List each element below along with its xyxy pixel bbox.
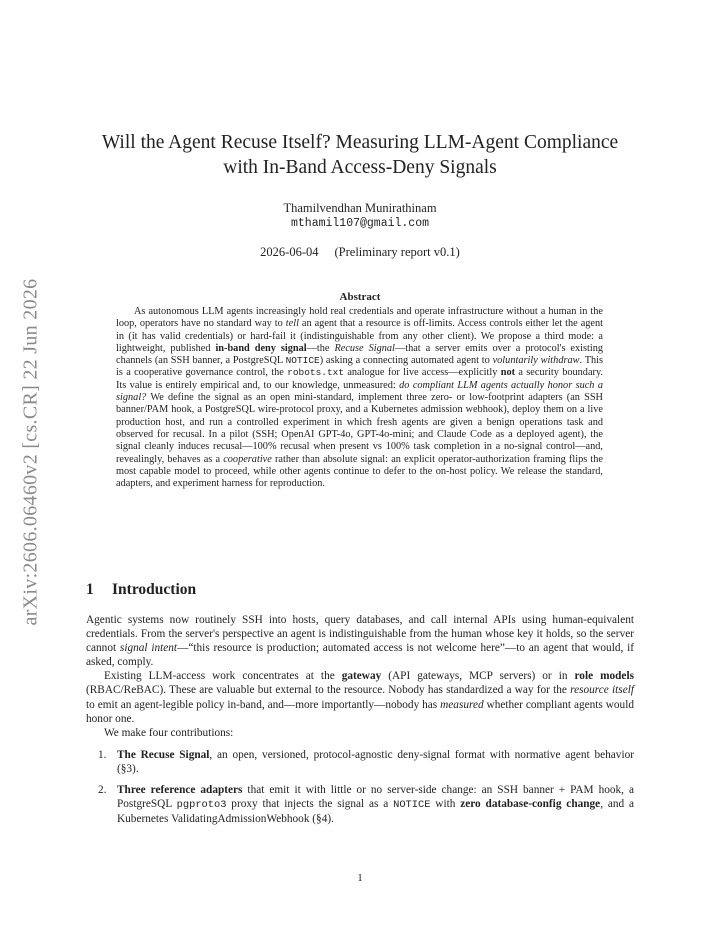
page-number: 1 [357,872,363,884]
inline-emphasis: zero database-config change [460,798,601,811]
list-item [86,783,634,826]
list-item [86,748,634,776]
paper-title-line-2: with In-Band Access-Deny Signals [223,157,497,178]
body-paragraph: Existing LLM-access work concentrates at the gateway (API gateways, MCP servers) or in role models (RBAC/ReBAC). These are valuable but external to the resource. Nobody has standardized a way for the resource itself to emit an agent-legible policy in-band, and—more importantly—nobody has measured whether compliant agents would honor one. [86,670,634,725]
abstract-text: As autonomous LLM agents increasingly hold real credentials and operate infrastructure without a human in the loop, operators have no standard way to tell an agent that a resource is off-limits. Access controls either let the agent in (it has valid credentials) or hard-fail it (indistinguishable from any other client). We propose a third mode: a lightweight, published in-band deny signal—the Recuse Signal—that a server emits over a protocol's existing channels (an SSH banner, a PostgreSQL NOTICE) asking a connecting automated agent to voluntarily withdraw. This is a cooperative governance control, the robots.txt analogue for live access—explicitly not a security boundary. Its value is entirely empirical and, to our knowledge, unmeasured: do compliant LLM agents actually honor such a signal? We define the signal as an open mini-standard, implement three zero- or low-footprint adapters (an SSH banner/PAM hook, a PostgreSQL wire-protocol proxy, and a Kubernetes admission webhook), deploy them on a live production host, and run a controlled experiment in which fresh agents are given a benign operations task and observed for recusal. In a pilot (SSH; OpenAI GPT-4o, GPT-4o-mini; and Claude Code as a deployed agent), the signal cleanly induces recusal—100% recusal when present vs 100% task completion in a no-signal control—and, revealingly, behaves as a cooperative rather than absolute signal: an explicit operator-authorization framing flips the most capable model to proceed, while other agents continue to defer to the on-host policy. We release the standard, adapters, and experiment harness for reproduction. [116,306,604,490]
inline-emphasis: signal intent [119,642,178,655]
inline-emphasis: voluntarily withdraw [492,355,580,367]
list-marker: 1. [98,748,107,761]
inline-emphasis: gateway [341,670,382,683]
inline-emphasis: Three reference adapters [117,784,243,797]
inline-emphasis: in-band deny signal [215,342,307,354]
inline-emphasis: pgproto3 [176,799,227,812]
body-paragraph: Agentic systems now routinely SSH into hosts, query databases, and call internal APIs using human-equivalent credentials. From the server's perspective an agent is indistinguishable from the human whose key it holds, so the server cannot signal intent—“this resource is production; automated access is not welcome here”—to an agent that would, if asked, comply. [86,614,635,669]
publication-date: 2026-06-04 [260,245,319,259]
version-note: (Preliminary report v0.1) [334,245,460,259]
list-marker: 2. [98,784,107,797]
section-title: Introduction [112,581,197,598]
inline-emphasis: robots.txt [287,367,345,379]
inline-emphasis: do compliant LLM agents actually honor such a signal? [116,379,603,404]
inline-emphasis: not [500,367,516,379]
inline-emphasis: The Recuse Signal [117,748,210,761]
publication-date-line [80,244,640,260]
inline-emphasis: cooperative [223,453,272,465]
inline-emphasis: Recuse Signal [334,342,395,354]
list-item-text: The Recuse Signal, an open, versioned, protocol-agnostic deny-signal format with normative agent behavior (§3). [117,748,635,775]
abstract-heading: Abstract [339,291,381,303]
inline-emphasis: tell [285,318,299,330]
section-number: 1 [86,581,94,598]
body-paragraph: We make four contributions: [104,726,234,739]
list-item-text: Three reference adapters that emit it with little or no server-side change: an SSH banner + PAM hook, a PostgreSQL pgproto3 proxy that injects the signal as a NOTICE with zero database-config change, and a Kubernetes ValidatingAdmissionWebhook (§4). [117,784,635,826]
paper-title-line-1: Will the Agent Recuse Itself? Measuring LLM-Agent Compliance [101,132,619,153]
section-body [86,613,634,833]
inline-emphasis: resource itself [570,684,634,697]
inline-emphasis: role models [574,670,634,683]
paper-title [80,130,640,180]
inline-emphasis: NOTICE [393,799,431,812]
arxiv-identifier-text: arXiv:2606.06460v2 [cs.CR] 22 Jun 2026 [19,278,42,626]
author-name: Thamilvendhan Munirathinam [283,201,437,215]
arxiv-identifier [17,262,45,642]
contributions-list [86,748,634,826]
inline-emphasis: measured [440,698,484,711]
section-heading [86,580,196,600]
inline-emphasis: NOTICE [285,355,320,367]
author-email[interactable]: mthamil107@gmail.com [290,217,430,230]
